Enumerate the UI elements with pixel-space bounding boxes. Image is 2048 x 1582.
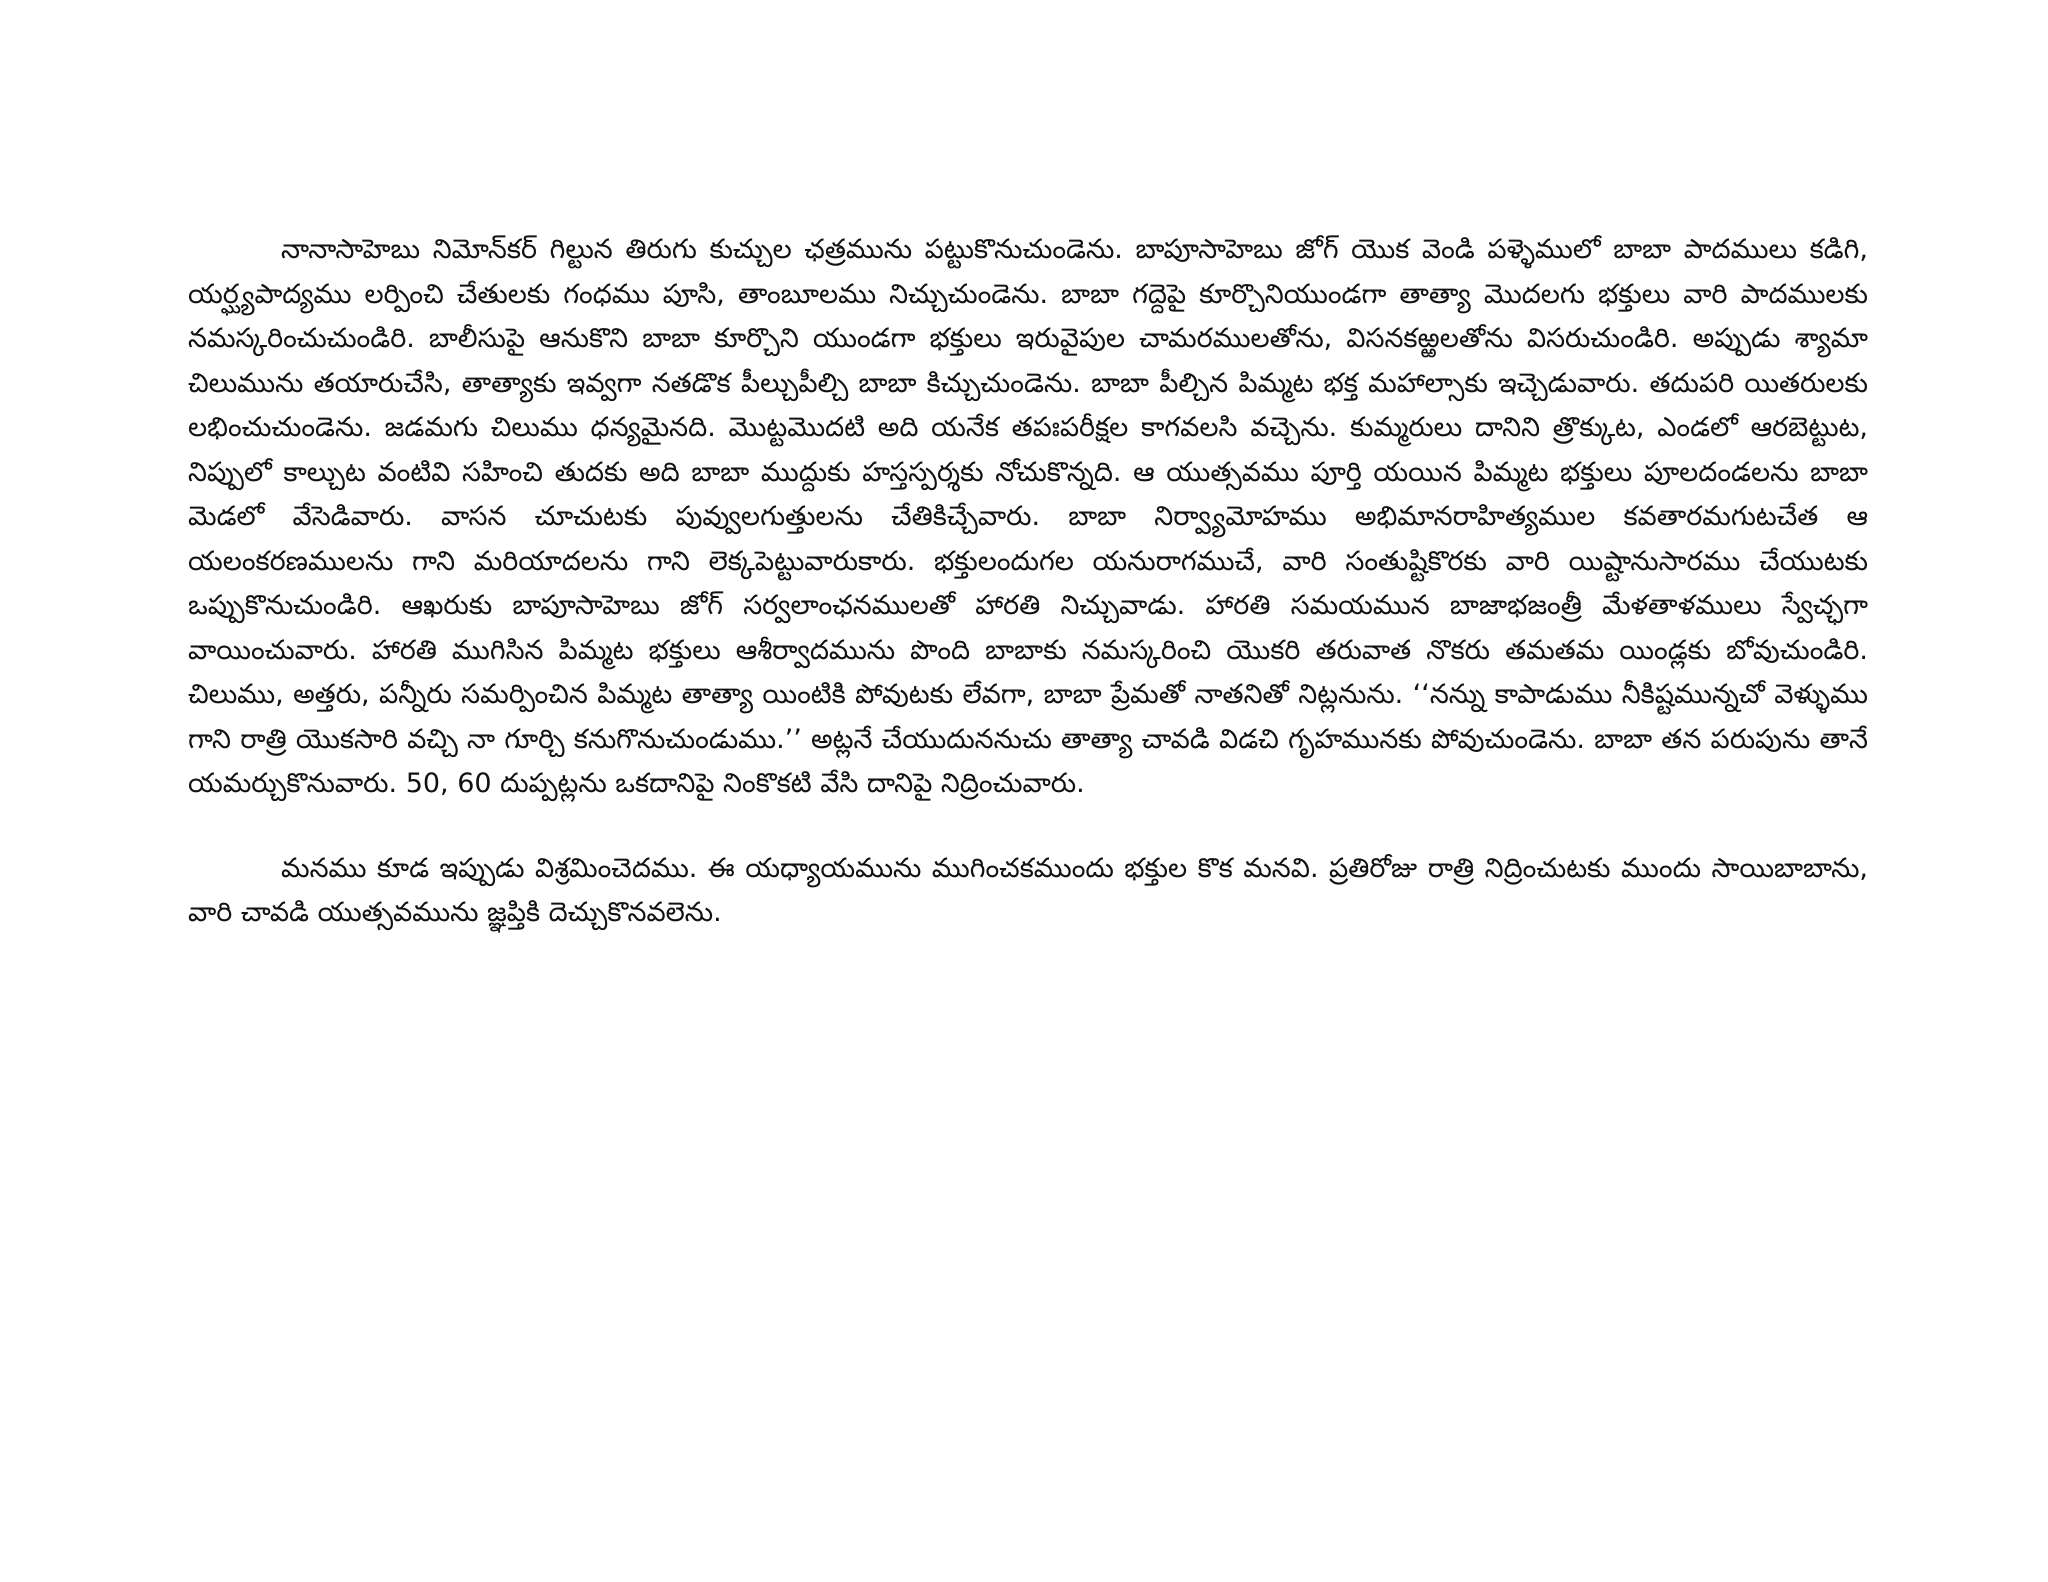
paragraph-1: నానాసాహెబు నిమోన్‌కర్ గిల్టున తిరుగు కుచ్చుల ఛత్రమును పట్టుకొనుచుండెను. బాపూసాహెబు జోగ్ యొక వెండి పళ్ళెములో బాబా పాదములు కడిగి, యర్ఘ్యపాద్యము లర్పించి చేతులకు గంధము పూసి, తాంబూలము నిచ్చుచుండెను. బాబా గద్దెపై కూర్చొనియుండగా తాత్యా మొదలగు భక్తులు వారి పాదములకు నమస్కరించుచుండిరి. బాలీసుపై ఆనుకొని బాబా కూర్చొని యుండగా భక్తులు ఇరువైపుల చామరములతోను, విసనకఱ్ఱలతోను విసరుచుండిరి. అప్పుడు శ్యామా చిలుమును తయారుచేసి, తాత్యాకు ఇవ్వగా నతడొక పీల్చుపీల్చి బాబా కిచ్చుచుండెను. బాబా పీల్చిన పిమ్మట భక్త మహాల్సాకు ఇచ్చెడువారు. తదుపరి యితరులకు లభించుచుండెను. జడమగు చిలుము ధన్యమైనది. మొట్టమొదటి అది యనేక తపఃపరీక్షల కాగవలసి వచ్చెను. కుమ్మరులు దానిని త్రొక్కుట, ఎండలో ఆరబెట్టుట, నిప్పులో కాల్చుట వంటివి సహించి తుదకు అది బాబా ముద్దుకు హస్తస్పర్శకు నోచుకొన్నది. ఆ యుత్సవము పూర్తి యయిన పిమ్మట భక్తులు పూలదండలను బాబా మెడలో వేసెడివారు. వాసన చూచుటకు పువ్వులగుత్తులను చేతికిచ్చేవారు. బాబా నిర్వ్యామోహము అభిమానరాహిత్యముల కవతారమగుటచేత ఆ యలంకరణములను గాని మరియాదలను గాని లెక్కపెట్టువారుకారు. భక్తులందుగల యనురాగముచే, వారి సంతుష్టికొరకు వారి యిష్టానుసారము చేయుటకు ఒప్పుకొనుచుండిరి. ఆఖరుకు బాపూసాహెబు జోగ్ సర్వలాంఛనములతో హారతి నిచ్చువాడు. హారతి సమయమున బాజాభజంత్రీ మేళతాళములు స్వేచ్ఛగా వాయించువారు. హారతి ముగిసిన పిమ్మట భక్తులు ఆశీర్వాదమును పొంది బాబాకు నమస్కరించి యొకరి తరువాత నొకరు తమతమ యిండ్లకు బోవుచుండిరి. చిలుము, అత్తరు, పన్నీరు సమర్పించిన పిమ్మట తాత్యా యింటికి పోవుటకు లేవగా, బాబా ప్రేమతో నాతనితో నిట్లనును. ‘‘నన్ను కాపాడుము నీకిష్టమున్నచో వెళ్ళుము గాని రాత్రి యొకసారి వచ్చి నా గూర్చి కనుగొనుచుండుము.’’ అట్లనే చేయుదుననుచు తాత్యా చావడి విడచి గృహమునకు పోవుచుండెను. బాబా తన పరుపును తానే యమర్చుకొనువారు. 50, 60 దుప్పట్లను ఒకదానిపై నింకొకటి వేసి దానిపై నిద్రించువారు. xyxy=(188,234,1868,799)
body-text xyxy=(188,228,1868,936)
paragraph-2: మనము కూడ ఇప్పుడు విశ్రమించెదము. ఈ యధ్యాయమును ముగించకముందు భక్తుల కొక మనవి. ప్రతిరోజు రాత్రి నిద్రించుటకు ముందు సాయిబాబాను, వారి చావడి యుత్సవమును జ్ఞప్తికి దెచ్చుకొనవలెను. xyxy=(188,852,1868,928)
